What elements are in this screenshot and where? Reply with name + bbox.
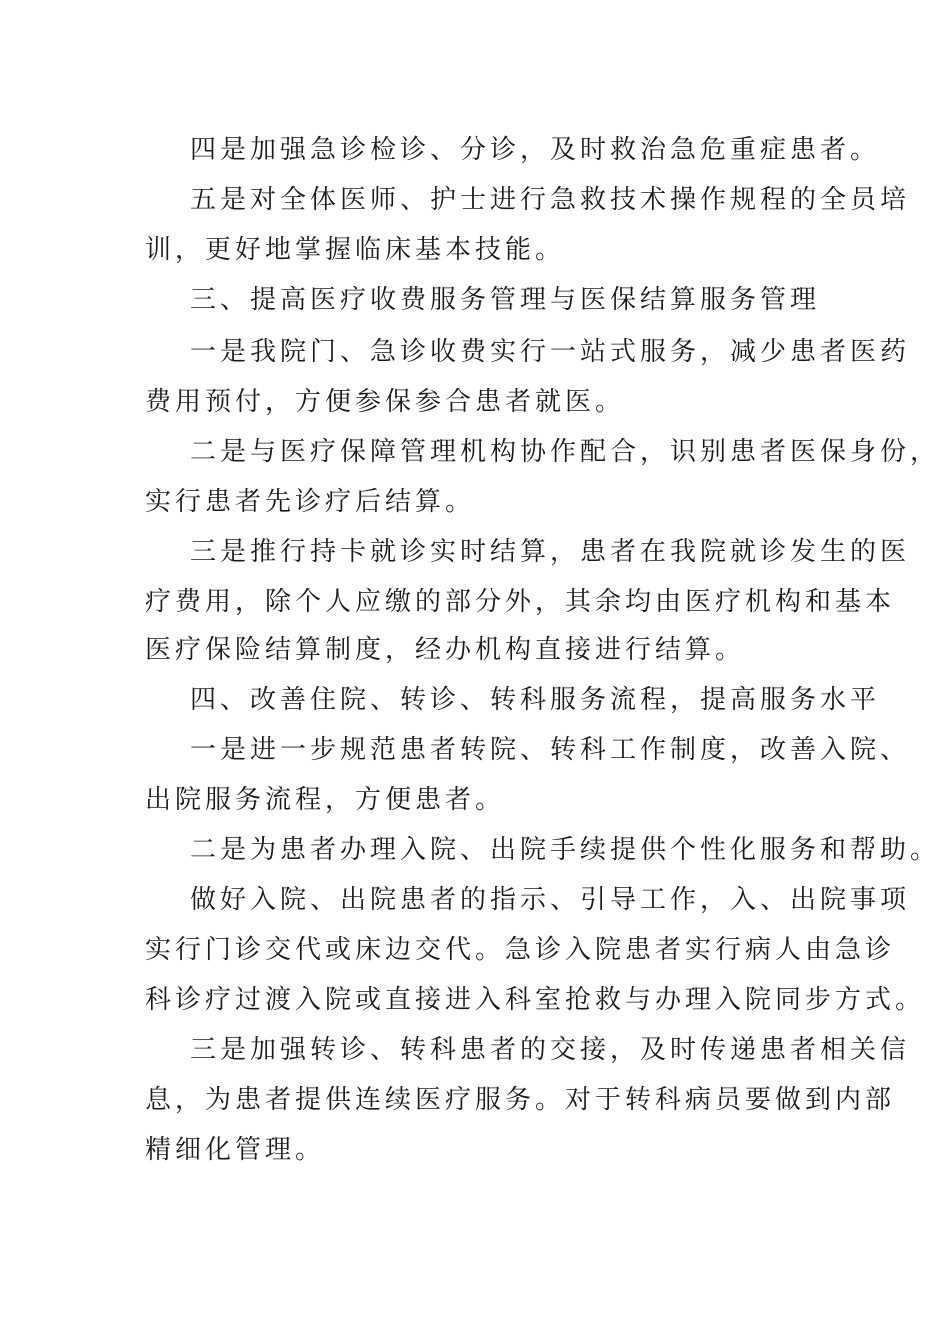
text-line: 疗费用，除个人应缴的部分外，其余均由医疗机构和基本	[145, 587, 896, 617]
text-line: 三是加强转诊、转科患者的交接，及时传递患者相关信	[190, 1035, 911, 1065]
text-line: 四是加强急诊检诊、分诊，及时救治急危重症患者。	[190, 135, 881, 165]
text-line: 五是对全体医师、护士进行急救技术操作规程的全员培	[190, 185, 911, 215]
text-line: 二是为患者办理入院、出院手续提供个性化服务和帮助。	[190, 835, 941, 865]
text-line: 训，更好地掌握临床基本技能。	[145, 235, 566, 265]
text-line: 费用预付，方便参保参合患者就医。	[145, 387, 626, 417]
text-line: 息，为患者提供连续医疗服务。对于转科病员要做到内部	[145, 1085, 896, 1115]
text-line: 实行门诊交代或床边交代。急诊入院患者实行病人由急诊	[145, 935, 896, 965]
section-heading: 三、提高医疗收费服务管理与医保结算服务管理	[190, 285, 821, 315]
text-line: 三是推行持卡就诊实时结算，患者在我院就诊发生的医	[190, 537, 911, 567]
text-line: 一是我院门、急诊收费实行一站式服务，减少患者医药	[190, 337, 911, 367]
text-line: 实行患者先诊疗后结算。	[145, 487, 476, 517]
text-line: 二是与医疗保障管理机构协作配合，识别患者医保身份，	[190, 437, 941, 467]
section-heading: 四、改善住院、转诊、转科服务流程，提高服务水平	[190, 685, 881, 715]
text-line: 精细化管理。	[145, 1135, 326, 1165]
text-line: 做好入院、出院患者的指示、引导工作，入、出院事项	[190, 885, 911, 915]
text-line: 医疗保险结算制度，经办机构直接进行结算。	[145, 635, 746, 665]
text-line: 一是进一步规范患者转院、转科工作制度，改善入院、	[190, 735, 911, 765]
text-line: 科诊疗过渡入院或直接进入科室抢救与办理入院同步方式。	[145, 985, 926, 1015]
text-line: 出院服务流程，方便患者。	[145, 785, 506, 815]
